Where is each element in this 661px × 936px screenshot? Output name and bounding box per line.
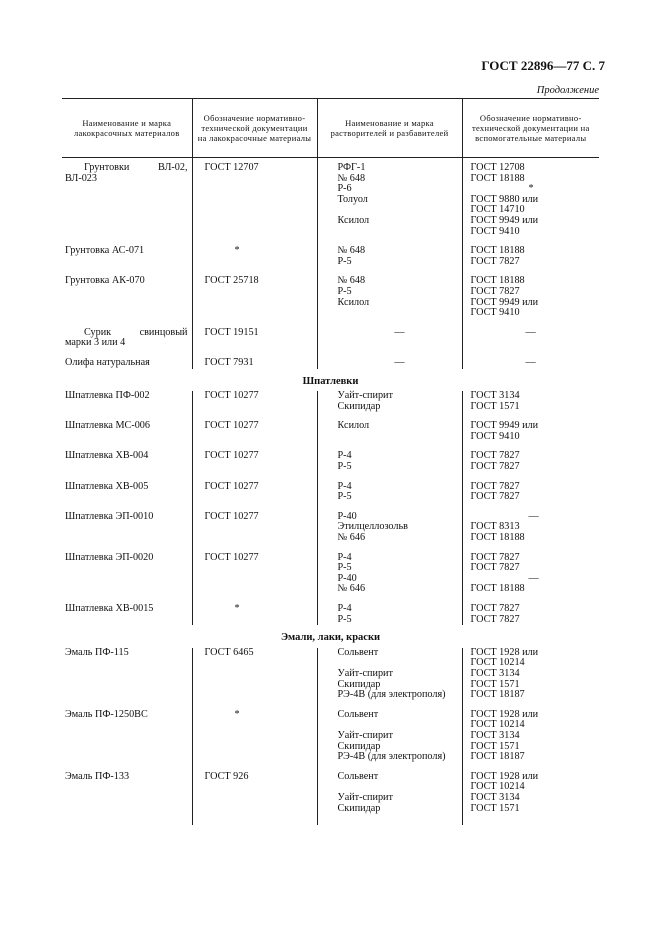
solvent-entry: № 646 — [337, 532, 366, 544]
solvents-cell — [317, 276, 462, 318]
ntd-cell — [192, 328, 317, 349]
solvent-entry: РЭ-4В (для электрополя) — [337, 689, 446, 701]
solvent-entry: Р-5 — [337, 255, 352, 267]
material-cell — [62, 276, 192, 318]
solvent-entry: Скипидар — [337, 740, 381, 752]
aux-ntd-entry: ГОСТ 7827 — [470, 491, 520, 503]
solvent-entry: Уайт-спирит — [337, 791, 393, 803]
solvent-entry: № 648 — [337, 275, 366, 287]
solvent-entry — [338, 308, 462, 319]
table-row — [62, 553, 599, 595]
aux-ntd-entry: — — [528, 572, 539, 584]
spacer-row — [62, 823, 599, 825]
ntd-value: ГОСТ 10277 — [204, 390, 259, 402]
solvents-cell — [317, 772, 462, 814]
section-row — [62, 625, 599, 648]
solvent-entry: Р-5 — [337, 461, 352, 473]
material-cell — [62, 604, 192, 625]
solvent-entry: № 648 — [337, 172, 366, 184]
solvents-cell — [317, 553, 462, 595]
solvent-entry: Ксилол — [337, 420, 370, 432]
solvents-cell — [317, 163, 462, 237]
material-cell — [62, 391, 192, 412]
ntd-cell — [192, 276, 317, 318]
aux-ntd-entry: ГОСТ 3134 — [470, 667, 520, 679]
material-name: Шпатлевка ЭП-0020 — [65, 551, 154, 563]
ntd-cell — [192, 163, 317, 237]
section-title: Эмали, лаки, краски — [280, 632, 381, 644]
solvent-entry: РФГ-1 — [337, 162, 366, 173]
aux-ntd-entry: ГОСТ 9410 — [470, 430, 520, 442]
aux-ntd-entry: ГОСТ 1571 — [470, 802, 520, 814]
aux-ntd-entry: ГОСТ 1571 — [470, 400, 520, 412]
solvent-entry: Р-4 — [337, 480, 352, 492]
spacer-row — [62, 814, 599, 823]
ntd-cell — [192, 710, 317, 763]
ntd-value: ГОСТ 25718 — [204, 275, 259, 287]
table-row — [62, 604, 599, 625]
table-row — [62, 391, 599, 412]
aux-ntd-entry: ГОСТ 12708 — [470, 162, 525, 173]
aux-ntd-entry: ГОСТ 1571 — [470, 740, 520, 752]
solvent-entry — [338, 432, 462, 443]
aux-ntd-entry: * — [528, 183, 534, 195]
material-cell — [62, 772, 192, 814]
aux-ntd-cell — [462, 512, 599, 544]
ntd-value: * — [234, 245, 240, 257]
solvents-cell — [317, 421, 462, 442]
aux-ntd-cell — [462, 482, 599, 503]
solvents-cell — [317, 482, 462, 503]
solvent-entry: Р-5 — [337, 285, 352, 297]
aux-ntd-entry: — — [525, 356, 536, 368]
table-row — [62, 246, 599, 267]
ntd-value: ГОСТ 10277 — [204, 510, 259, 522]
solvent-entry: Ксилол — [337, 214, 370, 226]
solvent-entry: Р-4 — [337, 603, 352, 614]
section-title: Шпатлевки — [302, 375, 359, 387]
solvent-entry: Толуол — [337, 193, 368, 205]
aux-ntd-entry: ГОСТ 7827 — [470, 285, 520, 297]
material-name: Сурик свинцовый марки 3 или 4 — [65, 326, 188, 349]
aux-ntd-entry: ГОСТ 18187 — [470, 751, 525, 763]
solvent-entry: Сольвент — [337, 708, 379, 720]
ntd-cell — [192, 553, 317, 595]
material-cell — [62, 246, 192, 267]
material-cell — [62, 163, 192, 237]
aux-ntd-cell — [462, 421, 599, 442]
aux-ntd-entry: ГОСТ 18187 — [470, 689, 525, 701]
aux-ntd-entry: ГОСТ 8313 — [470, 521, 520, 533]
aux-ntd-cell — [462, 328, 599, 349]
aux-ntd-entry: ГОСТ 18188 — [470, 275, 525, 287]
ntd-value: * — [234, 708, 240, 720]
table-row — [62, 482, 599, 503]
ntd-cell — [192, 482, 317, 503]
ntd-cell — [192, 358, 317, 369]
ntd-value: ГОСТ 10277 — [204, 420, 259, 432]
aux-ntd-cell — [462, 246, 599, 267]
table-row — [62, 710, 599, 763]
ntd-cell — [192, 246, 317, 267]
column-header-ntd: Обозначение нормативно-технической документации на лакокрасочные материалы — [192, 99, 317, 158]
material-cell — [62, 451, 192, 472]
ntd-value: ГОСТ 19151 — [204, 326, 259, 338]
aux-ntd-entry: ГОСТ 1928 или — [470, 770, 539, 782]
ntd-cell — [192, 604, 317, 625]
material-name: Эмаль ПФ-133 — [65, 770, 130, 782]
aux-ntd-entry: ГОСТ 3134 — [470, 390, 520, 402]
solvents-cell — [317, 246, 462, 267]
aux-ntd-entry: — — [525, 326, 536, 338]
solvent-entry: Сольвент — [337, 770, 379, 782]
continuation-label: Продолжение — [536, 85, 599, 96]
column-header-aux-ntd: Обозначение нормативно-технической документации на вспомогательные материалы — [462, 99, 599, 158]
solvent-entry: Скипидар — [337, 678, 381, 690]
solvent-entry: Скипидар — [337, 400, 381, 412]
aux-ntd-entry: ГОСТ 18188 — [470, 583, 525, 595]
solvent-entry: Р-6 — [337, 183, 352, 195]
material-name: Олифа натуральная — [65, 356, 150, 368]
aux-ntd-entry: ГОСТ 7827 — [470, 255, 520, 267]
aux-ntd-entry: ГОСТ 18188 — [470, 172, 525, 184]
ntd-value: ГОСТ 926 — [204, 770, 249, 782]
material-name: Эмаль ПФ-1250ВС — [65, 708, 148, 720]
solvents-cell — [317, 358, 462, 369]
solvent-entry: Р-40 — [337, 510, 357, 522]
ntd-cell — [192, 772, 317, 814]
table-row — [62, 648, 599, 701]
aux-ntd-entry: ГОСТ 18188 — [470, 532, 525, 544]
aux-ntd-entry: — — [528, 510, 539, 522]
material-name: Грунтовка АС-071 — [65, 245, 145, 257]
aux-ntd-entry: ГОСТ 7827 — [470, 613, 520, 625]
aux-ntd-cell — [462, 553, 599, 595]
solvent-entry: Уайт-спирит — [337, 390, 393, 402]
ntd-cell — [192, 421, 317, 442]
aux-ntd-entry: ГОСТ 14710 — [470, 204, 525, 216]
material-cell — [62, 482, 192, 503]
aux-ntd-entry: ГОСТ 9880 или — [470, 193, 539, 205]
aux-ntd-entry: ГОСТ 1928 или — [470, 708, 539, 720]
material-name: Грунтовка АК-070 — [65, 275, 145, 287]
material-name: Эмаль ПФ-115 — [65, 646, 129, 658]
ntd-value: ГОСТ 10277 — [204, 480, 259, 492]
aux-ntd-entry: ГОСТ 7827 — [470, 461, 520, 473]
material-cell — [62, 328, 192, 349]
solvent-entry — [338, 227, 462, 238]
solvents-cell — [317, 391, 462, 412]
table-row — [62, 163, 599, 237]
aux-ntd-cell — [462, 358, 599, 369]
aux-ntd-entry: ГОСТ 7827 — [470, 603, 520, 614]
solvent-entry: № 648 — [337, 245, 366, 257]
solvents-cell — [317, 648, 462, 701]
material-name: Шпатлевка ХВ-004 — [65, 450, 149, 462]
document-reference: ГОСТ 22896—77 С. 7 — [481, 58, 605, 73]
aux-ntd-entry: ГОСТ 1928 или — [470, 646, 539, 658]
material-name: Шпатлевка ПФ-002 — [65, 390, 150, 402]
aux-ntd-entry: ГОСТ 10214 — [470, 657, 525, 669]
aux-ntd-entry: ГОСТ 9410 — [470, 225, 520, 237]
aux-ntd-entry: ГОСТ 7827 — [470, 551, 520, 563]
material-name: Шпатлевка ЭП-0010 — [65, 510, 154, 522]
material-cell — [62, 710, 192, 763]
ntd-value: ГОСТ 12707 — [204, 162, 259, 173]
solvent-entry: Сольвент — [337, 646, 379, 658]
solvent-entry: РЭ-4В (для электрополя) — [337, 751, 446, 763]
aux-ntd-entry: ГОСТ 1571 — [470, 678, 520, 690]
column-header-solvents: Наименование и марка растворителей и разбавителей — [317, 99, 462, 158]
solvent-entry: — — [394, 356, 405, 368]
aux-ntd-cell — [462, 163, 599, 237]
solvent-entry: Р-5 — [337, 491, 352, 503]
aux-ntd-entry: ГОСТ 3134 — [470, 729, 520, 741]
aux-ntd-cell — [462, 648, 599, 701]
aux-ntd-entry: ГОСТ 9949 или — [470, 420, 539, 432]
table-row — [62, 772, 599, 814]
table-row — [62, 512, 599, 544]
table-row — [62, 451, 599, 472]
ntd-cell — [192, 512, 317, 544]
solvent-entry: Р-4 — [337, 551, 352, 563]
aux-ntd-entry: ГОСТ 10214 — [470, 719, 525, 731]
solvents-cell — [317, 328, 462, 349]
solvent-entry: Р-40 — [337, 572, 357, 584]
aux-ntd-cell — [462, 276, 599, 318]
material-cell — [62, 358, 192, 369]
material-name: Грунтовки ВЛ-02, ВЛ-023 — [65, 162, 188, 184]
aux-ntd-entry: ГОСТ 18188 — [470, 245, 525, 257]
ntd-value: ГОСТ 10277 — [204, 551, 259, 563]
table-row — [62, 358, 599, 369]
ntd-value: ГОСТ 7931 — [204, 356, 254, 368]
solvent-entry: Уайт-спирит — [337, 667, 393, 679]
aux-ntd-entry: ГОСТ 10214 — [470, 781, 525, 793]
solvent-entry: — — [394, 326, 405, 338]
solvent-entry: Р-5 — [337, 562, 352, 574]
aux-ntd-cell — [462, 710, 599, 763]
aux-ntd-entry: ГОСТ 9410 — [470, 307, 520, 319]
solvents-cell — [317, 512, 462, 544]
solvent-entry: № 646 — [337, 583, 366, 595]
ntd-cell — [192, 648, 317, 701]
solvent-entry: Этилцеллозольв — [337, 521, 408, 533]
column-header-material: Наименование и марка лакокрасочных материалов — [62, 99, 192, 158]
aux-ntd-cell — [462, 391, 599, 412]
ntd-value: ГОСТ 6465 — [204, 646, 254, 658]
ntd-value: ГОСТ 10277 — [204, 450, 259, 462]
solvents-cell — [317, 604, 462, 625]
table-header-row — [62, 99, 599, 158]
aux-ntd-entry: ГОСТ 7827 — [470, 562, 520, 574]
solvents-cell — [317, 451, 462, 472]
aux-ntd-cell — [462, 451, 599, 472]
ntd-value: * — [234, 603, 240, 614]
table-body — [62, 158, 599, 826]
table-row — [62, 276, 599, 318]
solvent-entry: Ксилол — [337, 296, 370, 308]
aux-ntd-entry: ГОСТ 7827 — [470, 450, 520, 462]
material-cell — [62, 512, 192, 544]
material-cell — [62, 421, 192, 442]
section-row — [62, 369, 599, 392]
material-name: Шпатлевка ХВ-0015 — [65, 603, 154, 614]
aux-ntd-entry: ГОСТ 9949 или — [470, 214, 539, 226]
material-cell — [62, 553, 192, 595]
material-cell — [62, 648, 192, 701]
aux-ntd-cell — [462, 772, 599, 814]
material-name: Шпатлевка ХВ-005 — [65, 480, 149, 492]
solvent-entry: Р-5 — [337, 613, 352, 625]
aux-ntd-entry: ГОСТ 7827 — [470, 480, 520, 492]
materials-table — [62, 98, 599, 825]
material-name: Шпатлевка МС-006 — [65, 420, 150, 432]
aux-ntd-entry: ГОСТ 9949 или — [470, 296, 539, 308]
table-row — [62, 421, 599, 442]
solvents-cell — [317, 710, 462, 763]
ntd-cell — [192, 391, 317, 412]
ntd-cell — [192, 451, 317, 472]
solvent-entry: Скипидар — [337, 802, 381, 814]
solvent-entry: Уайт-спирит — [337, 729, 393, 741]
aux-ntd-entry: ГОСТ 3134 — [470, 791, 520, 803]
solvent-entry: Р-4 — [337, 450, 352, 462]
aux-ntd-cell — [462, 604, 599, 625]
table-row — [62, 328, 599, 349]
